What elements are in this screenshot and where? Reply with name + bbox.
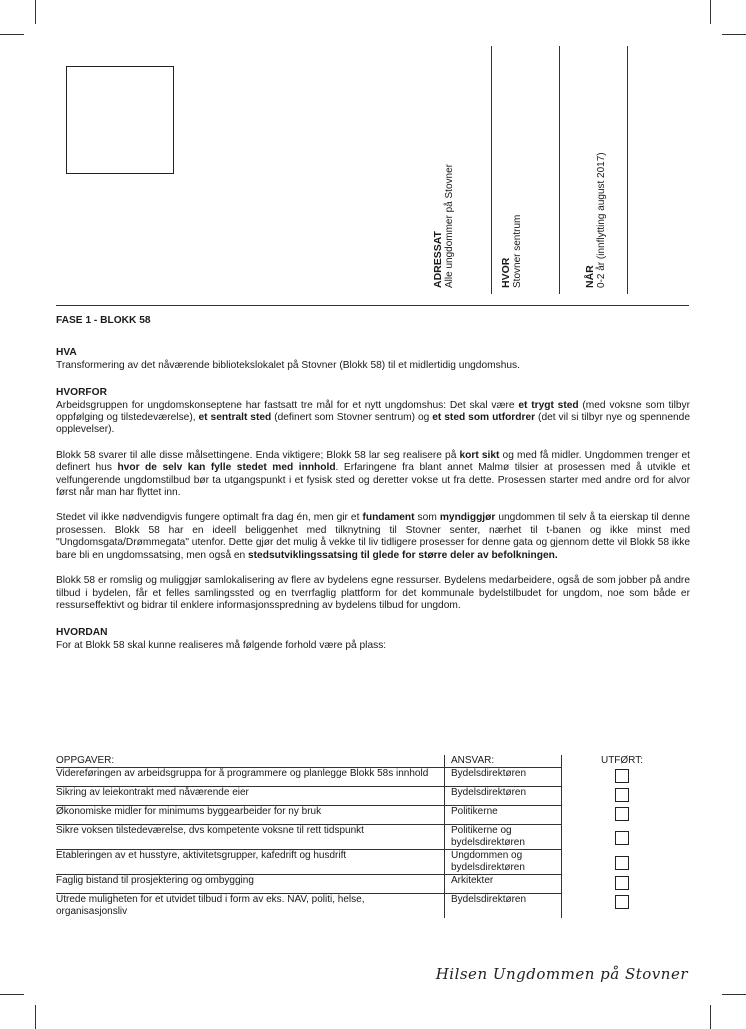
hvordan-intro: For at Blokk 58 skal kunne realiseres må følgende forhold være på plass: (56, 639, 387, 651)
crop-mark-right-bottom (722, 994, 746, 995)
done-checkbox[interactable] (615, 856, 629, 870)
crop-mark-left-top (0, 34, 24, 35)
owner-cell: Politikerne og bydelsdirektøren (445, 825, 562, 850)
done-checkbox[interactable] (615, 876, 629, 890)
table-row (56, 894, 682, 919)
owner-cell: Arkitekter (445, 875, 562, 894)
crop-mark-top-right (710, 0, 711, 24)
header-naar-value: 0-2 år (innflytting august 2017) (596, 152, 607, 288)
header-hvor-label: HVOR (500, 257, 512, 288)
header-adressat (432, 30, 472, 290)
crop-mark-left-bottom (0, 994, 24, 995)
header-adressat-value: Alle ungdommer på Stovner (444, 164, 455, 288)
done-checkbox[interactable] (615, 831, 629, 845)
table-row (56, 825, 682, 850)
hvorfor-paragraph-2: Blokk 58 svarer til alle disse målsettingene. Enda viktigere; Blokk 58 lar seg realisere på kort sikt og med få midler. Ungdommen trenger et definert hus hvor de selv kan fylle stedet med innhold. Erfaringene fra blant annet Malmø tilsier at prosessen med å utvikle et velfungerende ungdomstilbud bør ta utgangspunkt i et fysisk sted og deretter vokse ut fra dette. Prosessen starter med andre ord for alvor først når man har flyttet inn. (56, 449, 690, 499)
crop-mark-right-top (722, 34, 746, 35)
table-header-done: UTFØRT: (600, 755, 644, 766)
task-cell: Økonomiske midler for minimums byggearbeider for ny bruk (56, 806, 445, 825)
owner-cell: Politikerne (445, 806, 562, 825)
document-body (56, 315, 690, 652)
signature: Hilsen Ungdommen på Stovner (435, 965, 688, 983)
table-row (56, 768, 682, 787)
owner-cell: Bydelsdirektøren (445, 787, 562, 806)
column-divider-2 (559, 46, 560, 294)
hva-text: Transformering av det nåværende bibliotekslokalet på Stovner (Blokk 58) til et midlertidig ungdomshus. (56, 359, 520, 371)
done-checkbox[interactable] (615, 895, 629, 909)
hva-heading: HVA (56, 347, 77, 359)
hvorfor-paragraph-1: Arbeidsgruppen for ungdomskonseptene har fastsatt tre mål for et nytt ungdomshus: Det skal være et trygt sted (med voksne som tilbyr oppfølging og tilstedeværelse), et sentralt sted (definert som Stovner sentrum) og et sted som utfordrer (det vil si tilbyr nye og spennende opplevelser). (56, 399, 691, 436)
owner-cell: Bydelsdirektøren (445, 894, 562, 919)
phase-title: FASE 1 - BLOKK 58 (56, 315, 151, 326)
header-adressat-label: ADRESSAT (432, 231, 444, 288)
task-cell: Utrede muligheten for et utvidet tilbud i form av eks. NAV, politi, helse, organisasjonsliv (56, 894, 445, 919)
image-placeholder-box (66, 66, 174, 174)
crop-mark-top-left (35, 0, 36, 24)
owner-cell: Ungdommen og bydelsdirektøren (445, 850, 562, 875)
header-hvor (500, 30, 540, 290)
done-checkbox[interactable] (615, 807, 629, 821)
table-row (56, 806, 682, 825)
section-divider (56, 305, 689, 306)
owner-cell: Bydelsdirektøren (445, 768, 562, 787)
column-divider-3 (627, 46, 628, 294)
header-naar-label: NÅR (584, 265, 596, 288)
hvordan-heading: HVORDAN (56, 627, 108, 639)
table-header-tasks: OPPGAVER: (56, 755, 445, 768)
crop-mark-bottom-left (35, 1005, 36, 1029)
table-row (56, 787, 682, 806)
header-hvor-value: Stovner sentrum (512, 214, 523, 288)
task-table (56, 755, 682, 918)
crop-mark-bottom-right (710, 1005, 711, 1029)
task-cell: Etableringen av et husstyre, aktivitetsgrupper, kafedrift og husdrift (56, 850, 445, 875)
table-row (56, 850, 682, 875)
hvorfor-paragraph-4: Blokk 58 er romslig og muliggjør samlokalisering av flere av bydelens egne ressurser. Bydelens medarbeidere, også de som jobber på andre tilbud i bydelen, får et felles samlingssted og en tverrfaglig plattform for det kommunale bydelstilbudet for ungdom, noe som både er ressurseffektivt og bidrar til enklere informasjonsspredning av bydelens tilbud for ungdom. (56, 575, 690, 611)
table-header-owner: ANSVAR: (445, 755, 562, 768)
task-cell: Faglig bistand til prosjektering og ombygging (56, 875, 445, 894)
task-cell: Videreføringen av arbeidsgruppa for å programmere og planlegge Blokk 58s innhold (56, 768, 445, 787)
table-row (56, 875, 682, 894)
task-cell: Sikre voksen tilstedeværelse, dvs kompetente voksne til rett tidspunkt (56, 825, 445, 850)
header-naar (584, 30, 624, 290)
task-cell: Sikring av leiekontrakt med nåværende eier (56, 787, 445, 806)
done-checkbox[interactable] (615, 788, 629, 802)
hvorfor-paragraph-3: Stedet vil ikke nødvendigvis fungere optimalt fra dag én, men gir et fundament som myndiggjør ungdommen til selv å ta eierskap til denne prosessen. Blokk 58 har en ideell beliggenhet med tilknytning til Stovner senter, nærhet til t-banen og ikke minst med "Ungdomsgata/Drømmegata" utenfor. Dette gjør det mulig å vekke til liv tidligere prosesser for denne gata og gjennom dette vil Blokk 58 ikke bare bli en ungdomssatsing, men også en stedsutviklingssatsing til glede for større deler av befolkningen. (56, 512, 690, 561)
done-checkbox[interactable] (615, 769, 629, 783)
column-divider-1 (491, 46, 492, 294)
hvorfor-heading: HVORFOR (56, 387, 107, 399)
